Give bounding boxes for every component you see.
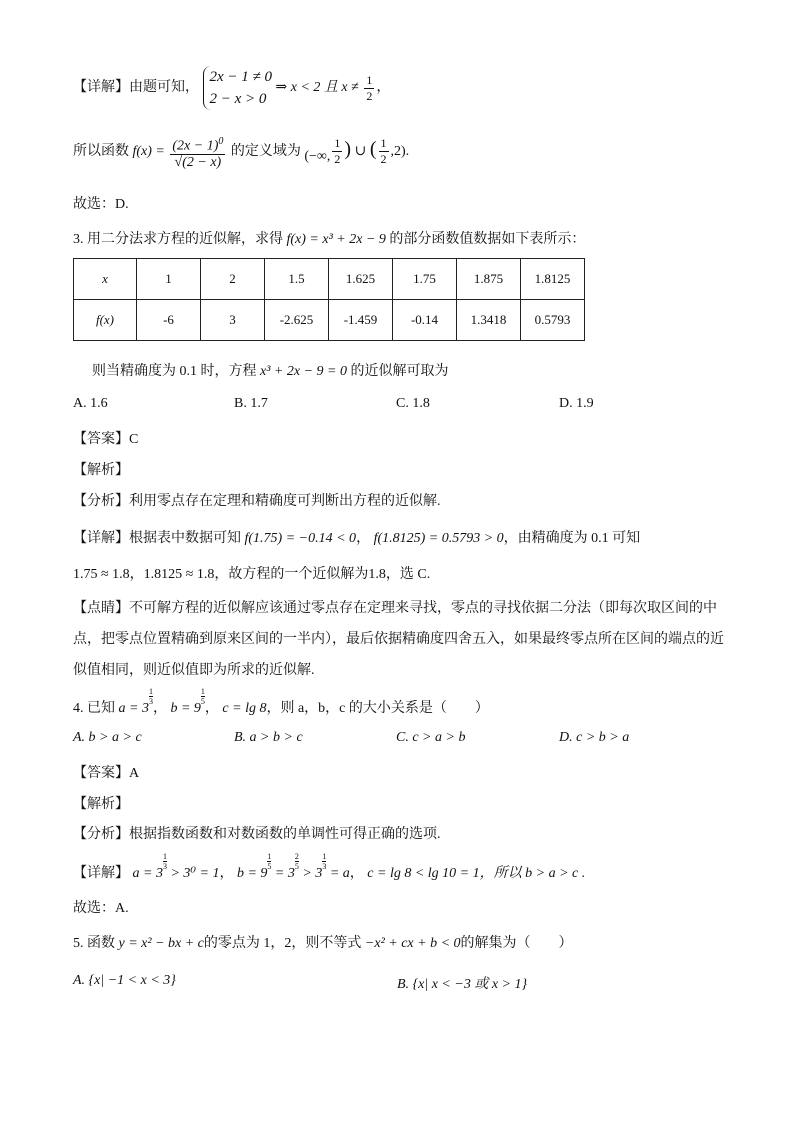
exp-one-third xyxy=(163,852,167,871)
q4-a-def: a = 3 xyxy=(118,701,149,716)
q3-detail-a: 根据表中数据可知 xyxy=(129,531,241,546)
q4-option-b: B. a > b > c xyxy=(234,730,303,745)
table-cell: -2.625 xyxy=(265,300,329,341)
q4-b-def: b = 9 xyxy=(170,701,201,716)
q4-detail-a-cmp: > 3⁰ = 1 xyxy=(170,866,220,881)
q4-detail: 【详解】 a = 3 $\frac{1}{3} > 3^0 = 1$， b = 9 $\frac{1}{5} = 3$ $\frac{2}{5} > 3$ $\frac{1}{3} = a$， c = lg 8 < lg 10 = 1，所以 b > a > c . xyxy=(73,852,586,881)
q4-c-def: c = lg 8 xyxy=(222,701,267,716)
table-cell: 3 xyxy=(201,300,265,341)
detail-q2-line xyxy=(73,66,390,110)
q3-sentence xyxy=(92,360,448,380)
exp-one-fifth xyxy=(267,852,271,871)
function-fraction xyxy=(170,134,225,170)
q3-option-d: D. 1.9 xyxy=(559,396,594,411)
q5-function: y = x² − bx + c xyxy=(118,936,204,951)
half-fraction xyxy=(364,73,374,104)
implication: ⇒ x < 2 且 x ≠ xyxy=(275,80,359,96)
exp-num: 1 xyxy=(148,687,153,696)
table-cell: 1.625 xyxy=(329,259,393,300)
exp-den: 5 xyxy=(294,862,299,871)
q3-option-b: B. 1.7 xyxy=(234,396,268,411)
table-cell: 1.875 xyxy=(457,259,521,300)
paren-open: ( xyxy=(369,138,377,161)
q3-option-c: C. 1.8 xyxy=(396,396,430,411)
table-cell: 2 xyxy=(201,259,265,300)
function-name: f(x) = xyxy=(132,144,165,160)
q5-stem-a: 5. 函数 xyxy=(73,936,115,951)
table-cell: x xyxy=(74,259,137,300)
q4-fenxi: 【分析】根据指数函数和对数函数的单调性可得正确的选项. xyxy=(73,827,441,842)
interval1-left: (−∞, xyxy=(304,148,331,164)
q3-analysis: 【解析】 xyxy=(73,463,129,478)
table-cell: 1.5 xyxy=(265,259,329,300)
table-cell: 1.8125 xyxy=(521,259,585,300)
exp-den: 5 xyxy=(267,862,272,871)
numerator-exponent: 0 xyxy=(218,136,224,147)
exp-den: 5 xyxy=(200,697,205,706)
frac-den: 2 xyxy=(366,88,373,103)
q5-stem-b: 的零点为 1，2，则不等式 xyxy=(203,936,362,951)
function-numerator xyxy=(170,134,225,155)
system-row-2: 2 − x > 0 xyxy=(209,91,267,107)
q4-stem: 4. 已知 a = 3 $\frac{1}{3}$， b = 9 $\frac{1}{5}$， c = lg 8，则 a，b，c 的大小关系是（ ） xyxy=(73,687,489,716)
table-row-x xyxy=(74,259,585,300)
q3-detail-f1: f(1.75) = −0.14 < 0 xyxy=(244,531,357,546)
q3-detail-b: ，由精确度为 0.1 可知 xyxy=(503,531,641,546)
q3-detail-f2: f(1.8125) = 0.5793 > 0 xyxy=(373,531,504,546)
q3-dianjing-3: 似值相同，则近似值即为所求的近似解. xyxy=(73,663,315,678)
function-value-table xyxy=(73,258,585,341)
exp-one-fifth xyxy=(201,687,205,706)
q5-option-b: B. {x| x < −3 或 x > 1} xyxy=(397,977,528,992)
q3-stem-b: 的部分函数值数据如下表所示： xyxy=(389,232,586,247)
equation-system xyxy=(203,66,273,110)
q3-dianjing-1: 【点睛】不可解方程的近似解应该通过零点存在定理来寻找，零点的寻找依据二分法（即每次取区间的中 xyxy=(73,601,717,616)
table-cell: 1 xyxy=(137,259,201,300)
q3-stem xyxy=(73,228,585,248)
q5-stem-c: 的解集为（ ） xyxy=(460,936,573,951)
q5-stem xyxy=(73,932,573,952)
interval1 xyxy=(304,137,330,166)
table-cell: -6 xyxy=(137,300,201,341)
table-cell: 0.5793 xyxy=(521,300,585,341)
q3-sentence-b: 的近似解可取为 xyxy=(350,364,449,379)
table-row-fx xyxy=(74,300,585,341)
q3-fenxi: 【分析】利用零点存在定理和精确度可判断出方程的近似解. xyxy=(73,494,441,509)
table-cell: -0.14 xyxy=(393,300,457,341)
q3-option-a: A. 1.6 xyxy=(73,396,108,411)
q3-answer: 【答案】C xyxy=(73,432,139,447)
interval1-frac xyxy=(332,136,342,167)
detail-label: 【详解】 xyxy=(73,866,129,881)
q4-detail-c: c = lg 8 < lg 10 = 1 xyxy=(367,866,480,881)
q4-detail-gt: > 3 xyxy=(302,866,323,881)
table-cell: f(x) xyxy=(74,300,137,341)
end-period: . xyxy=(405,144,410,160)
q4-detail-eq: = 3 xyxy=(274,866,295,881)
exp-one-third xyxy=(149,687,153,706)
exp-num: 1 xyxy=(162,852,167,861)
exp-two-fifths xyxy=(295,852,299,871)
domain-prefix: 所以函数 xyxy=(73,144,129,160)
q4-answer: 【答案】A xyxy=(73,766,140,781)
q3-equation: x³ + 2x − 9 = 0 xyxy=(260,364,347,379)
function-denominator: √(2 − x) xyxy=(174,154,222,170)
exp-num: 2 xyxy=(294,852,299,861)
interval2-right: ,2) xyxy=(390,144,406,160)
q4-option-d: D. c > b > a xyxy=(559,730,630,745)
table-cell: 1.75 xyxy=(393,259,457,300)
exp-num: 1 xyxy=(267,852,272,861)
q4-detail-a: a = 3 xyxy=(132,866,163,881)
union-symbol: ∪ xyxy=(354,144,367,160)
choice-q2: 故选：D. xyxy=(73,197,129,212)
q3-dianjing-2: 点，把零点位置精确到原来区间的一半内），最后依据精确度四舍五入，如果最终零点所在区间的端点的近 xyxy=(73,632,724,647)
numerator-text: (2x − 1) xyxy=(172,138,219,154)
q4-analysis: 【解析】 xyxy=(73,797,129,812)
exp-den: 3 xyxy=(162,862,167,871)
tail-comma: ， xyxy=(376,80,391,96)
q3-stem-a: 3. 用二分法求方程的近似解，求得 xyxy=(73,232,283,247)
q5-option-a: A. {x| −1 < x < 3} xyxy=(73,973,176,988)
table-cell: 1.3418 xyxy=(457,300,521,341)
paren-close: ) xyxy=(344,138,352,161)
domain-middle: 的定义域为 xyxy=(230,144,301,160)
exp-num: 1 xyxy=(200,687,205,696)
q3-function: f(x) = x³ + 2x − 9 xyxy=(286,232,386,247)
q4-detail-conclusion: ，所以 b > a > c . xyxy=(479,866,586,881)
frac-num: 1 xyxy=(380,136,387,151)
table-cell: -1.459 xyxy=(329,300,393,341)
frac-den: 2 xyxy=(380,152,387,167)
exp-den: 3 xyxy=(148,697,153,706)
q3-sentence-a: 则当精确度为 0.1 时，方程 xyxy=(92,364,257,379)
q5-inequality: −x² + cx + b < 0 xyxy=(364,936,461,951)
q4-stem-a: 4. 已知 xyxy=(73,701,115,716)
frac-num: 1 xyxy=(366,72,373,87)
q3-approx: 1.75 ≈ 1.8，1.8125 ≈ 1.8，故方程的一个近似解为1.8，选 C. xyxy=(73,567,431,582)
exp-one-third xyxy=(322,852,326,871)
q4-choice: 故选：A. xyxy=(73,901,129,916)
system-row-1: 2x − 1 ≠ 0 xyxy=(209,69,273,85)
exp-den: 3 xyxy=(322,862,327,871)
detail-lead: 由题可知， xyxy=(129,80,199,96)
q4-stem-b: ，则 a，b，c 的大小关系是（ ） xyxy=(266,701,489,716)
q4-detail-eq-a: = a xyxy=(329,866,350,881)
q3-detail: 【详解】根据表中数据可知 f(1.75) = −0.14 < 0， f(1.8125) = 0.5793 > 0，由精确度为 0.1 可知 xyxy=(73,531,641,546)
q4-option-a: A. b > a > c xyxy=(73,730,142,745)
detail-label: 【详解】 xyxy=(73,531,129,546)
q4-option-c: C. c > a > b xyxy=(396,730,466,745)
domain-line xyxy=(73,134,409,170)
exp-num: 1 xyxy=(322,852,327,861)
detail-label: 【详解】 xyxy=(73,80,129,96)
q4-detail-b: b = 9 xyxy=(236,866,268,881)
frac-den: 2 xyxy=(334,152,341,167)
interval2-frac xyxy=(379,136,389,167)
frac-num: 1 xyxy=(334,136,341,151)
